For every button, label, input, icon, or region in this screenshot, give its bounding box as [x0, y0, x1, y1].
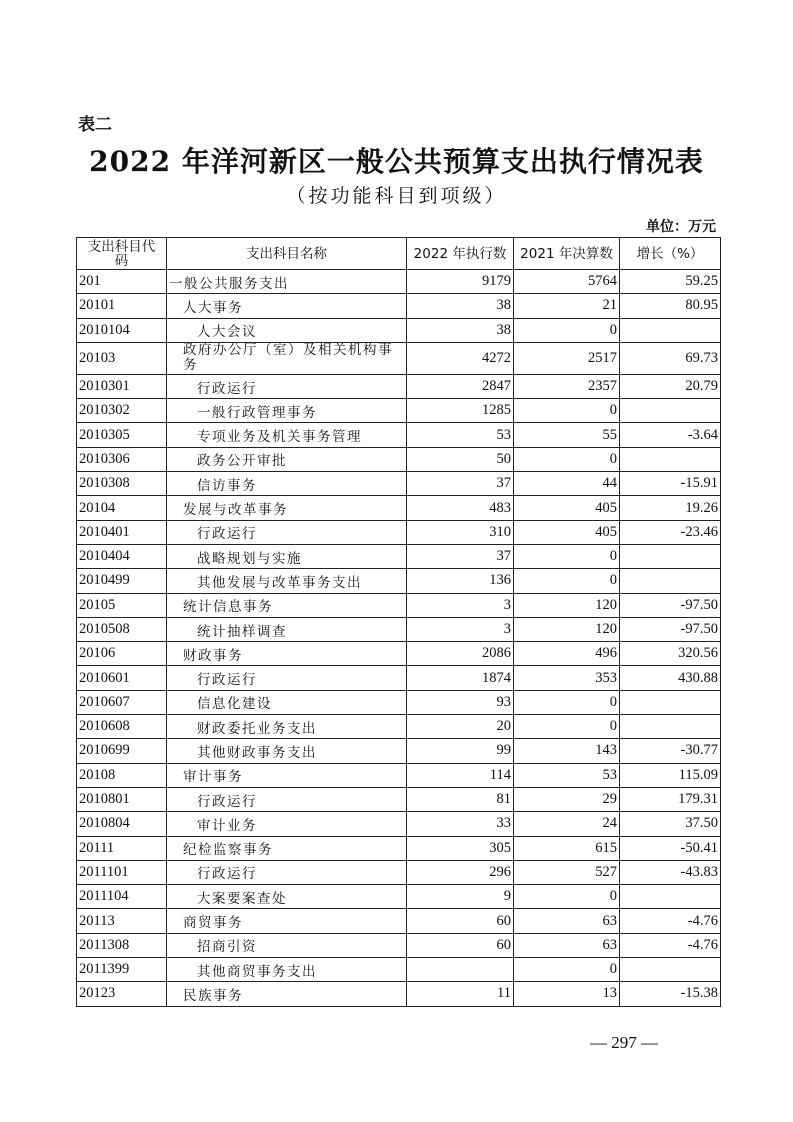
col-header-code: 支出科目代码 — [77, 238, 167, 270]
cell-2022: 38 — [407, 294, 514, 318]
table-row — [77, 812, 721, 836]
budget-table — [76, 237, 721, 1007]
cell-code: 2010608 — [77, 715, 167, 739]
cell-growth — [620, 447, 721, 471]
table-header-row — [77, 238, 721, 270]
cell-2022: 296 — [407, 860, 514, 884]
cell-name: 行政运行 — [167, 520, 407, 544]
cell-name: 信息化建设 — [167, 690, 407, 714]
cell-2022: 38 — [407, 318, 514, 342]
cell-2022 — [407, 958, 514, 982]
cell-2021: 0 — [514, 447, 620, 471]
table-row — [77, 933, 721, 957]
col-header-2021: 2021 年决算数 — [514, 238, 620, 270]
cell-code: 20105 — [77, 593, 167, 617]
cell-code: 20103 — [77, 342, 167, 374]
cell-code: 2010607 — [77, 690, 167, 714]
cell-code: 2011104 — [77, 885, 167, 909]
cell-name: 一般公共服务支出 — [167, 270, 407, 294]
cell-name: 统计信息事务 — [167, 593, 407, 617]
table-row — [77, 270, 721, 294]
cell-growth: 80.95 — [620, 294, 721, 318]
table-label: 表二 — [78, 115, 112, 135]
cell-2021: 2357 — [514, 374, 620, 398]
cell-growth — [620, 690, 721, 714]
cell-name: 财政事务 — [167, 642, 407, 666]
cell-2021: 0 — [514, 569, 620, 593]
cell-code: 2011308 — [77, 933, 167, 957]
table-row — [77, 982, 721, 1006]
table-row — [77, 836, 721, 860]
cell-code: 201 — [77, 270, 167, 294]
cell-code: 2010301 — [77, 374, 167, 398]
cell-code: 20106 — [77, 642, 167, 666]
cell-2022: 4272 — [407, 342, 514, 374]
table-row — [77, 423, 721, 447]
cell-2021: 615 — [514, 836, 620, 860]
table-row — [77, 885, 721, 909]
cell-code: 2010699 — [77, 739, 167, 763]
cell-2021: 63 — [514, 909, 620, 933]
cell-growth — [620, 318, 721, 342]
cell-name: 商贸事务 — [167, 909, 407, 933]
table-row — [77, 690, 721, 714]
cell-name: 审计事务 — [167, 763, 407, 787]
page-number: — 297 — — [590, 1033, 658, 1052]
cell-growth: 20.79 — [620, 374, 721, 398]
cell-2022: 60 — [407, 909, 514, 933]
table-row — [77, 374, 721, 398]
cell-code: 20108 — [77, 763, 167, 787]
cell-2021: 5764 — [514, 270, 620, 294]
cell-name: 战略规划与实施 — [167, 544, 407, 568]
unit-label: 单位：万元 — [646, 219, 716, 235]
table-row — [77, 787, 721, 811]
cell-name: 大案要案查处 — [167, 885, 407, 909]
cell-growth — [620, 885, 721, 909]
cell-2022: 9 — [407, 885, 514, 909]
table-row — [77, 666, 721, 690]
cell-code: 20113 — [77, 909, 167, 933]
table-row — [77, 642, 721, 666]
cell-2021: 63 — [514, 933, 620, 957]
cell-2022: 37 — [407, 472, 514, 496]
cell-2021: 29 — [514, 787, 620, 811]
cell-growth — [620, 715, 721, 739]
cell-code: 20111 — [77, 836, 167, 860]
cell-2022: 50 — [407, 447, 514, 471]
cell-2021: 0 — [514, 318, 620, 342]
cell-2022: 114 — [407, 763, 514, 787]
cell-2022: 9179 — [407, 270, 514, 294]
cell-growth: -97.50 — [620, 593, 721, 617]
cell-code: 2010305 — [77, 423, 167, 447]
cell-growth: -23.46 — [620, 520, 721, 544]
cell-code: 2010306 — [77, 447, 167, 471]
cell-code: 2010499 — [77, 569, 167, 593]
cell-2022: 93 — [407, 690, 514, 714]
cell-name: 行政运行 — [167, 374, 407, 398]
cell-growth: -4.76 — [620, 933, 721, 957]
cell-name: 统计抽样调查 — [167, 617, 407, 641]
cell-2021: 0 — [514, 715, 620, 739]
cell-2021: 0 — [514, 544, 620, 568]
table-row — [77, 294, 721, 318]
cell-2022: 81 — [407, 787, 514, 811]
cell-growth: 115.09 — [620, 763, 721, 787]
cell-2022: 2847 — [407, 374, 514, 398]
cell-2021: 13 — [514, 982, 620, 1006]
cell-name: 人大会议 — [167, 318, 407, 342]
cell-name: 政府办公厅（室）及相关机构事务 — [167, 342, 407, 374]
cell-2021: 0 — [514, 690, 620, 714]
cell-growth: 430.88 — [620, 666, 721, 690]
cell-2021: 527 — [514, 860, 620, 884]
cell-growth: -4.76 — [620, 909, 721, 933]
table-row — [77, 617, 721, 641]
cell-name: 发展与改革事务 — [167, 496, 407, 520]
cell-growth: -3.64 — [620, 423, 721, 447]
cell-2021: 353 — [514, 666, 620, 690]
table-row — [77, 447, 721, 471]
cell-growth — [620, 958, 721, 982]
table-row — [77, 569, 721, 593]
table-row — [77, 763, 721, 787]
cell-name: 审计业务 — [167, 812, 407, 836]
cell-code: 2010104 — [77, 318, 167, 342]
table-row — [77, 318, 721, 342]
cell-2021: 405 — [514, 520, 620, 544]
cell-2021: 120 — [514, 617, 620, 641]
table-row — [77, 739, 721, 763]
cell-code: 2011101 — [77, 860, 167, 884]
table-row — [77, 520, 721, 544]
cell-growth: 59.25 — [620, 270, 721, 294]
cell-2021: 405 — [514, 496, 620, 520]
page-subtitle: （按功能科目到项级） — [286, 185, 507, 207]
cell-2022: 99 — [407, 739, 514, 763]
cell-2022: 1874 — [407, 666, 514, 690]
cell-growth: -30.77 — [620, 739, 721, 763]
cell-2022: 37 — [407, 544, 514, 568]
cell-name: 行政运行 — [167, 787, 407, 811]
table-row — [77, 958, 721, 982]
cell-code: 2010308 — [77, 472, 167, 496]
cell-name: 纪检监察事务 — [167, 836, 407, 860]
page-title: 2022 年洋河新区一般公共预算支出执行情况表 — [89, 145, 704, 178]
cell-growth: 69.73 — [620, 342, 721, 374]
cell-growth: -97.50 — [620, 617, 721, 641]
cell-2022: 310 — [407, 520, 514, 544]
cell-2022: 20 — [407, 715, 514, 739]
cell-2021: 55 — [514, 423, 620, 447]
cell-2022: 1285 — [407, 399, 514, 423]
cell-code: 2010801 — [77, 787, 167, 811]
cell-code: 2010508 — [77, 617, 167, 641]
cell-2021: 0 — [514, 399, 620, 423]
cell-growth — [620, 569, 721, 593]
table-row — [77, 715, 721, 739]
cell-code: 2010302 — [77, 399, 167, 423]
cell-growth: -15.91 — [620, 472, 721, 496]
cell-2022: 33 — [407, 812, 514, 836]
cell-growth: 179.31 — [620, 787, 721, 811]
cell-2022: 11 — [407, 982, 514, 1006]
table-row — [77, 399, 721, 423]
table-row — [77, 544, 721, 568]
cell-growth: -15.38 — [620, 982, 721, 1006]
cell-2022: 3 — [407, 617, 514, 641]
cell-growth: 320.56 — [620, 642, 721, 666]
table-row — [77, 860, 721, 884]
cell-2021: 21 — [514, 294, 620, 318]
cell-name: 专项业务及机关事务管理 — [167, 423, 407, 447]
cell-2022: 53 — [407, 423, 514, 447]
cell-name: 民族事务 — [167, 982, 407, 1006]
cell-growth: 19.26 — [620, 496, 721, 520]
table-row — [77, 593, 721, 617]
cell-code: 20101 — [77, 294, 167, 318]
cell-name: 其他财政事务支出 — [167, 739, 407, 763]
cell-code: 2010804 — [77, 812, 167, 836]
cell-2021: 44 — [514, 472, 620, 496]
cell-name: 行政运行 — [167, 860, 407, 884]
table-row — [77, 342, 721, 374]
cell-2022: 136 — [407, 569, 514, 593]
table-row — [77, 909, 721, 933]
cell-code: 2010404 — [77, 544, 167, 568]
cell-growth: -43.83 — [620, 860, 721, 884]
cell-2021: 53 — [514, 763, 620, 787]
col-header-growth: 增长（%） — [620, 238, 721, 270]
cell-name: 财政委托业务支出 — [167, 715, 407, 739]
cell-2021: 0 — [514, 958, 620, 982]
table-row — [77, 472, 721, 496]
cell-2021: 24 — [514, 812, 620, 836]
col-header-2022: 2022 年执行数 — [407, 238, 514, 270]
cell-name: 其他发展与改革事务支出 — [167, 569, 407, 593]
cell-name: 其他商贸事务支出 — [167, 958, 407, 982]
cell-code: 20104 — [77, 496, 167, 520]
cell-code: 2011399 — [77, 958, 167, 982]
cell-growth — [620, 544, 721, 568]
cell-name: 一般行政管理事务 — [167, 399, 407, 423]
cell-2022: 3 — [407, 593, 514, 617]
cell-name: 人大事务 — [167, 294, 407, 318]
cell-code: 20123 — [77, 982, 167, 1006]
cell-2021: 2517 — [514, 342, 620, 374]
cell-2022: 2086 — [407, 642, 514, 666]
cell-2021: 496 — [514, 642, 620, 666]
cell-code: 2010401 — [77, 520, 167, 544]
cell-growth: -50.41 — [620, 836, 721, 860]
cell-name: 信访事务 — [167, 472, 407, 496]
table-row — [77, 496, 721, 520]
cell-2021: 0 — [514, 885, 620, 909]
cell-2022: 483 — [407, 496, 514, 520]
cell-name: 行政运行 — [167, 666, 407, 690]
cell-2021: 143 — [514, 739, 620, 763]
cell-growth: 37.50 — [620, 812, 721, 836]
cell-name: 政务公开审批 — [167, 447, 407, 471]
cell-code: 2010601 — [77, 666, 167, 690]
cell-2021: 120 — [514, 593, 620, 617]
cell-2022: 60 — [407, 933, 514, 957]
cell-growth — [620, 399, 721, 423]
cell-2022: 305 — [407, 836, 514, 860]
cell-name: 招商引资 — [167, 933, 407, 957]
col-header-name: 支出科目名称 — [167, 238, 407, 270]
